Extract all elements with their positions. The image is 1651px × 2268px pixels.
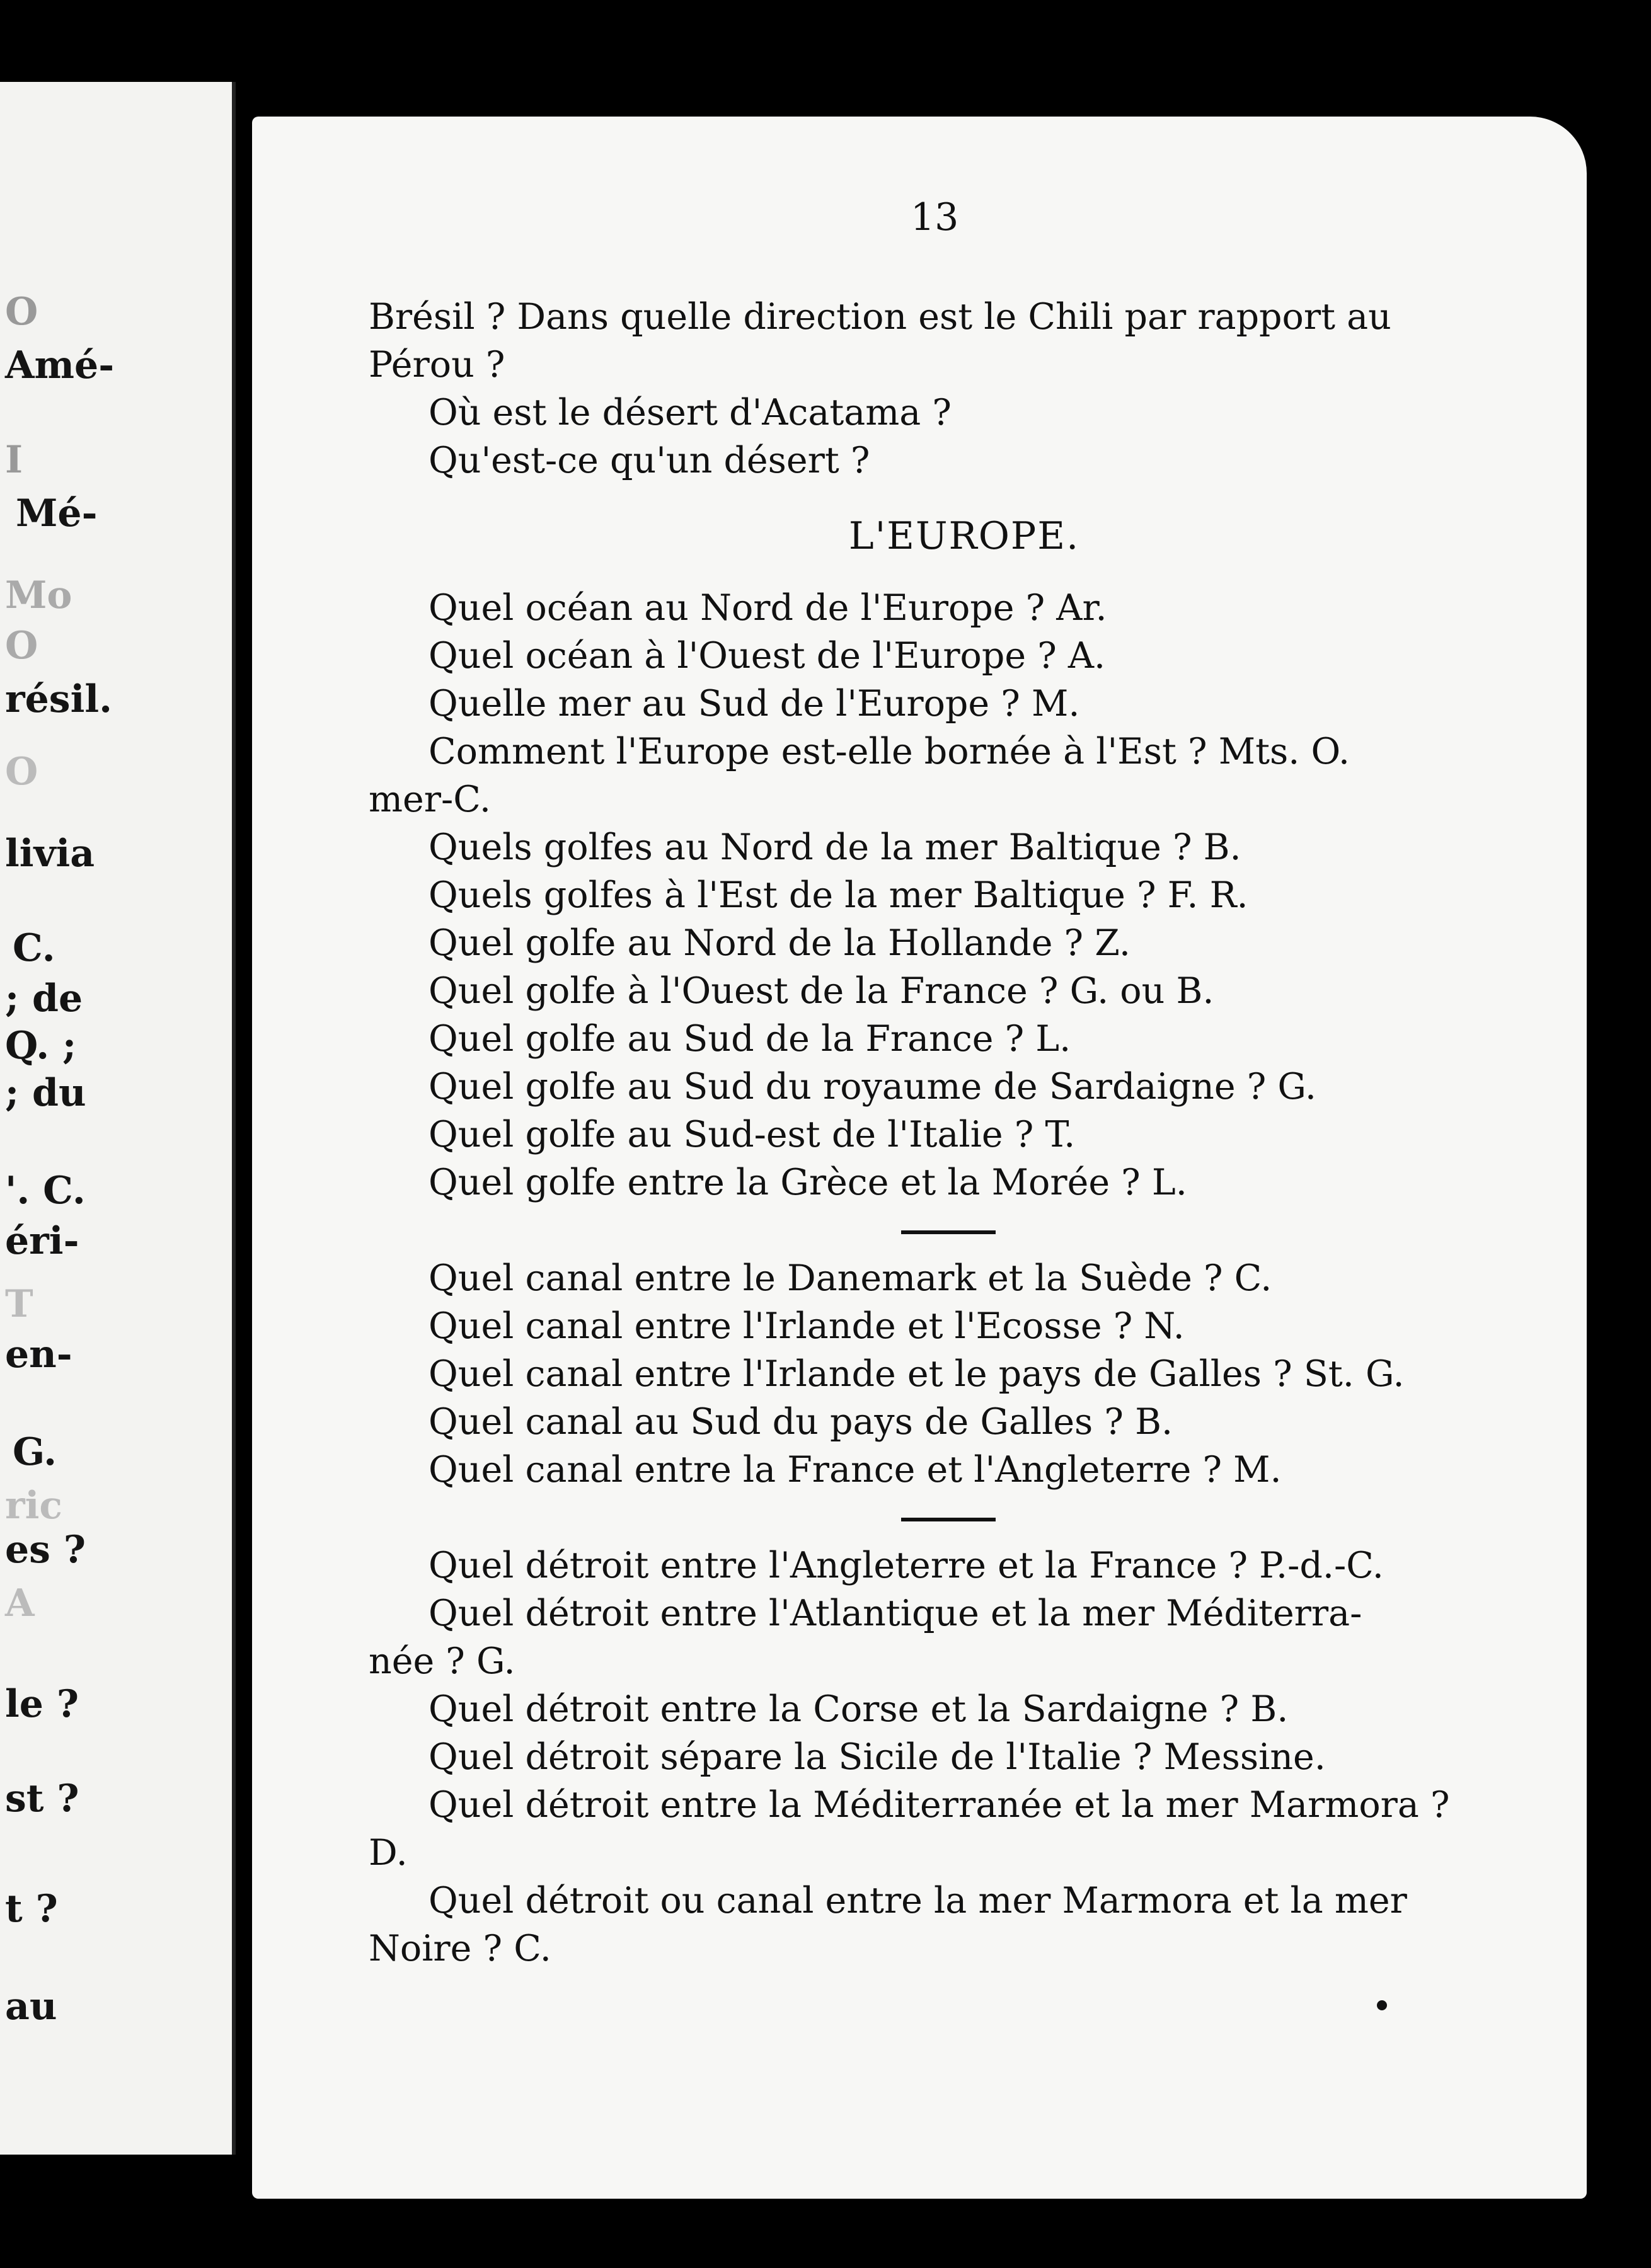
text-line: Quel golfe au Sud-est de l'Italie ? T.: [429, 1114, 1076, 1155]
left-margin-text: le ?: [5, 1682, 79, 1726]
text-line: Quel canal entre le Danemark et la Suède ? C.: [429, 1257, 1272, 1299]
text-line: Noire ? C.: [369, 1928, 551, 1969]
text-line: Quel détroit sépare la Sicile de l'Italie ? Messine.: [429, 1736, 1326, 1778]
left-margin-text: au: [5, 1984, 57, 2029]
text-line: Quel canal entre l'Irlande et l'Ecosse ? N.: [429, 1305, 1185, 1347]
text-line: Quel océan au Nord de l'Europe ? Ar.: [429, 587, 1107, 629]
left-margin-text: T: [5, 1282, 33, 1326]
left-margin-text: en-: [5, 1332, 72, 1377]
text-line: Quel golfe au Sud de la France ? L.: [429, 1018, 1071, 1060]
text-line: Pérou ?: [369, 344, 505, 386]
text-line: Quel détroit entre l'Angleterre et la France ? P.-d.-C.: [429, 1545, 1384, 1586]
text-line: Où est le désert d'Acatama ?: [429, 392, 952, 433]
text-line: Quels golfes à l'Est de la mer Baltique ? F. R.: [429, 874, 1248, 916]
left-margin-text: t ?: [5, 1887, 58, 1931]
left-margin-text: Mé-: [16, 491, 98, 536]
text-line: Quels golfes au Nord de la mer Baltique ? B.: [429, 827, 1241, 868]
text-line: Quel golfe à l'Ouest de la France ? G. ou B.: [429, 970, 1214, 1012]
left-page-fragment: [0, 82, 236, 2155]
text-line: Quel golfe entre la Grèce et la Morée ? L.: [429, 1162, 1187, 1203]
text-line: Quel golfe au Nord de la Hollande ? Z.: [429, 922, 1130, 964]
left-margin-text: ; de: [5, 976, 83, 1021]
left-margin-text: ric: [5, 1484, 62, 1528]
page-number: 13: [911, 195, 959, 239]
left-margin-text: O: [5, 750, 38, 794]
text-line: Quel détroit entre la Méditerranée et la mer Marmora ?: [429, 1784, 1450, 1826]
text-line: mer-C.: [369, 779, 491, 820]
text-line: née ? G.: [369, 1641, 515, 1682]
left-margin-text: G.: [13, 1430, 57, 1474]
text-line: Quel océan à l'Ouest de l'Europe ? A.: [429, 635, 1106, 677]
text-line: Quelle mer au Sud de l'Europe ? M.: [429, 683, 1080, 724]
text-line: Quel canal au Sud du pays de Galles ? B.: [429, 1401, 1173, 1443]
left-margin-text: Mo: [5, 573, 72, 617]
left-margin-text: st ?: [5, 1777, 79, 1821]
text-line: Quel canal entre l'Irlande et le pays de Galles ? St. G.: [429, 1353, 1405, 1395]
text-line: Quel détroit ou canal entre la mer Marmora et la mer: [429, 1880, 1407, 1922]
section-divider: [369, 1206, 1484, 1254]
book-page: [252, 117, 1587, 2199]
text-line: Quel détroit entre la Corse et la Sardaigne ? B.: [429, 1688, 1289, 1730]
text-line: Qu'est-ce qu'un désert ?: [429, 440, 870, 481]
text-line: D.: [369, 1832, 408, 1874]
left-margin-text: O: [5, 624, 38, 668]
left-margin-text: C.: [13, 926, 55, 970]
left-margin-text: Amé-: [5, 343, 115, 387]
page-text: [369, 293, 1484, 1973]
left-margin-text: O: [5, 290, 38, 334]
text-line: Comment l'Europe est-elle bornée à l'Est ? Mts. O.: [429, 731, 1350, 772]
left-margin-text: résil.: [5, 677, 113, 721]
text-line: Quel détroit entre l'Atlantique et la mer Méditerra-: [429, 1593, 1362, 1634]
ink-dot: [1377, 2000, 1387, 2010]
text-line: Brésil ? Dans quelle direction est le Chili par rapport au: [369, 296, 1391, 338]
left-margin-text: A: [5, 1581, 35, 1625]
section-divider: [369, 1494, 1484, 1542]
left-margin-text: ; du: [5, 1071, 86, 1115]
left-margin-text: I: [5, 438, 23, 482]
left-margin-text: livia: [5, 832, 95, 876]
text-line: Quel golfe au Sud du royaume de Sardaigne ? G.: [429, 1066, 1317, 1108]
section-heading: L'EUROPE.: [848, 514, 1080, 558]
left-margin-text: es ?: [5, 1528, 86, 1572]
left-margin-text: éri-: [5, 1219, 79, 1263]
text-line: Quel canal entre la France et l'Angleterre ? M.: [429, 1449, 1282, 1491]
left-margin-text: '. C.: [5, 1169, 86, 1213]
left-margin-text: Q. ;: [5, 1024, 77, 1068]
